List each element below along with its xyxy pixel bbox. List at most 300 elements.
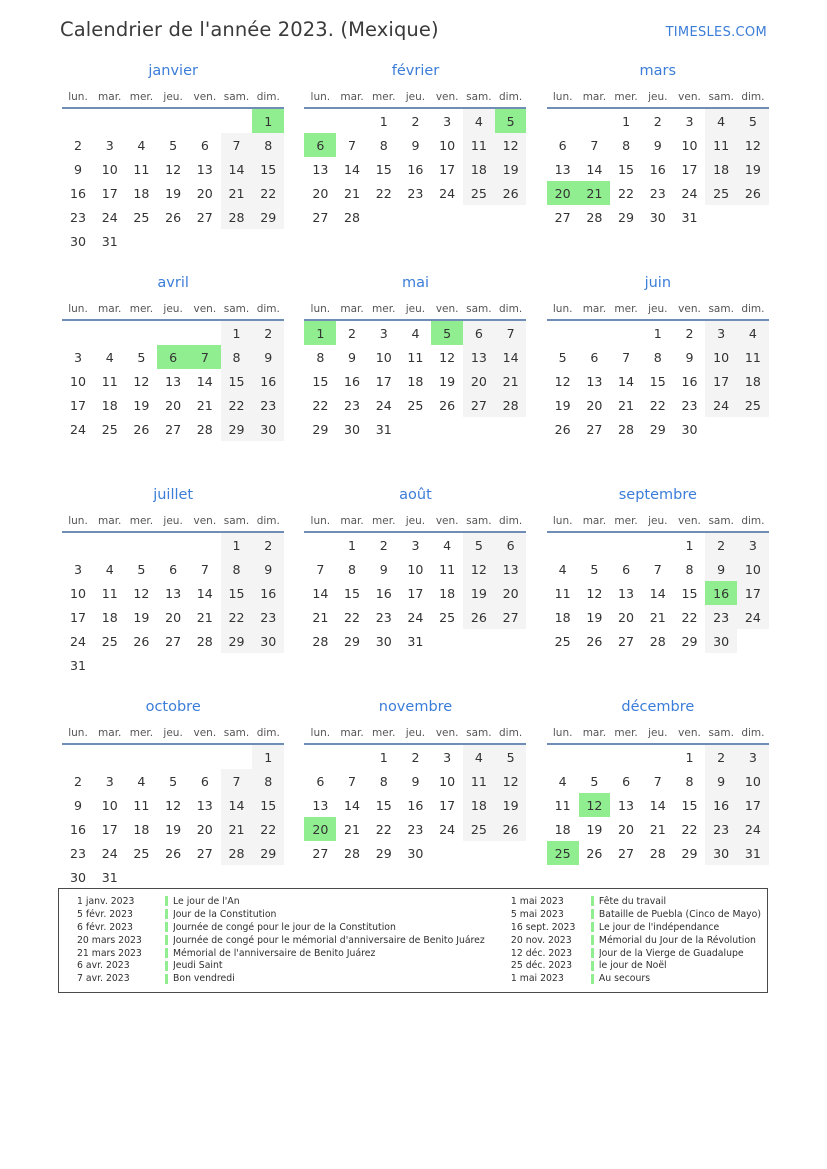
day-cell[interactable]: 1 xyxy=(685,749,694,765)
day-cell[interactable]: 21 xyxy=(344,821,361,837)
day-cell[interactable]: 18 xyxy=(554,821,571,837)
day-cell[interactable]: 21 xyxy=(312,609,329,625)
day-cell[interactable]: 5 xyxy=(590,561,599,577)
day-cell-holiday[interactable]: 12 xyxy=(579,793,611,817)
day-cell[interactable]: 31 xyxy=(681,209,698,225)
day-cell-weekend[interactable]: 15 xyxy=(221,581,253,605)
day-cell[interactable]: 19 xyxy=(133,397,150,413)
day-cell[interactable]: 20 xyxy=(586,397,603,413)
day-cell[interactable]: 12 xyxy=(133,373,150,389)
day-cell-weekend[interactable]: 12 xyxy=(737,133,769,157)
day-cell[interactable]: 10 xyxy=(407,561,424,577)
day-cell-weekend[interactable]: 22 xyxy=(252,817,284,841)
day-cell[interactable]: 3 xyxy=(411,537,420,553)
day-cell-weekend[interactable]: 29 xyxy=(252,205,284,229)
day-cell[interactable]: 4 xyxy=(105,561,114,577)
day-cell[interactable]: 19 xyxy=(586,821,603,837)
day-cell[interactable]: 5 xyxy=(558,349,567,365)
day-cell[interactable]: 2 xyxy=(74,773,83,789)
day-cell[interactable]: 24 xyxy=(439,821,456,837)
day-cell-weekend[interactable]: 8 xyxy=(221,557,253,581)
day-cell-weekend[interactable]: 2 xyxy=(252,320,284,345)
day-cell[interactable]: 5 xyxy=(137,561,146,577)
day-cell[interactable]: 10 xyxy=(69,585,87,601)
day-cell-weekend[interactable]: 16 xyxy=(252,581,284,605)
day-cell[interactable]: 3 xyxy=(379,325,388,341)
day-cell[interactable]: 25 xyxy=(407,397,424,413)
day-cell-weekend[interactable]: 17 xyxy=(705,369,737,393)
day-cell[interactable]: 15 xyxy=(312,373,329,389)
day-cell[interactable]: 2 xyxy=(74,137,83,153)
day-cell-weekend[interactable]: 28 xyxy=(221,841,253,865)
day-cell[interactable]: 24 xyxy=(101,209,118,225)
day-cell[interactable]: 3 xyxy=(105,773,114,789)
day-cell-weekend[interactable]: 4 xyxy=(463,744,495,769)
day-cell[interactable]: 16 xyxy=(649,161,666,177)
day-cell[interactable]: 14 xyxy=(649,585,666,601)
day-cell[interactable]: 10 xyxy=(375,349,392,365)
day-cell-weekend[interactable]: 26 xyxy=(495,817,527,841)
day-cell[interactable]: 26 xyxy=(165,209,182,225)
day-cell[interactable]: 13 xyxy=(312,797,329,813)
day-cell-weekend[interactable]: 4 xyxy=(705,108,737,133)
day-cell-weekend[interactable]: 7 xyxy=(495,320,527,345)
day-cell-weekend[interactable]: 8 xyxy=(221,345,253,369)
day-cell[interactable]: 20 xyxy=(165,609,182,625)
day-cell[interactable]: 20 xyxy=(312,185,329,201)
day-cell[interactable]: 14 xyxy=(344,161,361,177)
day-cell-weekend[interactable]: 27 xyxy=(463,393,495,417)
day-cell[interactable]: 17 xyxy=(681,161,698,177)
day-cell-weekend[interactable]: 2 xyxy=(705,744,737,769)
day-cell[interactable]: 19 xyxy=(165,821,182,837)
day-cell-holiday[interactable]: 1 xyxy=(304,320,336,345)
day-cell-weekend[interactable]: 16 xyxy=(252,369,284,393)
day-cell[interactable]: 16 xyxy=(407,161,424,177)
day-cell-weekend[interactable]: 20 xyxy=(463,369,495,393)
day-cell[interactable]: 30 xyxy=(407,845,424,861)
day-cell[interactable]: 2 xyxy=(653,113,662,129)
day-cell-weekend[interactable]: 14 xyxy=(221,793,253,817)
day-cell[interactable]: 13 xyxy=(196,161,213,177)
day-cell-weekend[interactable]: 18 xyxy=(705,157,737,181)
day-cell[interactable]: 31 xyxy=(101,233,118,249)
day-cell[interactable]: 17 xyxy=(407,585,424,601)
day-cell[interactable]: 12 xyxy=(554,373,571,389)
day-cell-weekend[interactable]: 30 xyxy=(252,417,284,441)
day-cell[interactable]: 18 xyxy=(439,585,456,601)
day-cell[interactable]: 14 xyxy=(586,161,603,177)
day-cell-weekend[interactable]: 11 xyxy=(737,345,769,369)
day-cell[interactable]: 30 xyxy=(344,421,361,437)
day-cell[interactable]: 21 xyxy=(649,609,666,625)
day-cell-weekend[interactable]: 4 xyxy=(737,320,769,345)
day-cell-holiday[interactable]: 5 xyxy=(495,108,527,133)
day-cell[interactable]: 12 xyxy=(165,797,182,813)
day-cell-holiday[interactable]: 6 xyxy=(157,345,189,369)
day-cell[interactable]: 22 xyxy=(375,821,392,837)
day-cell-weekend[interactable]: 15 xyxy=(221,369,253,393)
day-cell[interactable]: 1 xyxy=(622,113,631,129)
day-cell-weekend[interactable]: 13 xyxy=(463,345,495,369)
day-cell[interactable]: 21 xyxy=(649,821,666,837)
day-cell[interactable]: 27 xyxy=(554,209,571,225)
day-cell[interactable]: 29 xyxy=(344,633,361,649)
day-cell[interactable]: 30 xyxy=(69,869,87,885)
day-cell[interactable]: 8 xyxy=(622,137,631,153)
day-cell[interactable]: 14 xyxy=(196,585,213,601)
day-cell-weekend[interactable]: 31 xyxy=(737,841,769,865)
day-cell[interactable]: 3 xyxy=(443,113,452,129)
day-cell[interactable]: 8 xyxy=(379,773,388,789)
day-cell[interactable]: 4 xyxy=(443,537,452,553)
day-cell-weekend[interactable]: 1 xyxy=(252,744,284,769)
day-cell[interactable]: 21 xyxy=(196,397,213,413)
day-cell[interactable]: 6 xyxy=(200,773,209,789)
day-cell[interactable]: 29 xyxy=(375,845,392,861)
day-cell-weekend[interactable]: 10 xyxy=(737,769,769,793)
day-cell[interactable]: 6 xyxy=(622,561,631,577)
day-cell[interactable]: 26 xyxy=(586,845,603,861)
day-cell[interactable]: 30 xyxy=(649,209,666,225)
day-cell-weekend[interactable]: 27 xyxy=(495,605,527,629)
day-cell[interactable]: 30 xyxy=(375,633,392,649)
day-cell[interactable]: 15 xyxy=(681,797,698,813)
day-cell[interactable]: 3 xyxy=(105,137,114,153)
day-cell-weekend[interactable]: 21 xyxy=(495,369,527,393)
day-cell-weekend[interactable]: 22 xyxy=(252,181,284,205)
day-cell-weekend[interactable]: 17 xyxy=(737,581,769,605)
day-cell[interactable]: 3 xyxy=(685,113,694,129)
day-cell[interactable]: 12 xyxy=(586,585,603,601)
day-cell[interactable]: 4 xyxy=(137,773,146,789)
day-cell[interactable]: 2 xyxy=(411,113,420,129)
day-cell-weekend[interactable]: 9 xyxy=(705,557,737,581)
day-cell[interactable]: 26 xyxy=(133,633,150,649)
day-cell[interactable]: 24 xyxy=(69,633,87,649)
day-cell[interactable]: 10 xyxy=(439,773,456,789)
day-cell-holiday[interactable]: 20 xyxy=(547,181,579,205)
day-cell[interactable]: 11 xyxy=(554,585,571,601)
day-cell-weekend[interactable]: 13 xyxy=(495,557,527,581)
day-cell[interactable]: 29 xyxy=(681,845,698,861)
brand-link[interactable]: TIMESLES.COM xyxy=(665,25,767,40)
day-cell[interactable]: 23 xyxy=(407,821,424,837)
day-cell[interactable]: 27 xyxy=(165,421,182,437)
day-cell-weekend[interactable]: 6 xyxy=(463,320,495,345)
day-cell[interactable]: 13 xyxy=(165,585,182,601)
day-cell-weekend[interactable]: 18 xyxy=(737,369,769,393)
day-cell[interactable]: 14 xyxy=(649,797,666,813)
day-cell-weekend[interactable]: 23 xyxy=(705,605,737,629)
day-cell-weekend[interactable]: 23 xyxy=(252,393,284,417)
day-cell[interactable]: 13 xyxy=(586,373,603,389)
day-cell-weekend[interactable]: 29 xyxy=(252,841,284,865)
day-cell[interactable]: 7 xyxy=(348,773,357,789)
day-cell[interactable]: 2 xyxy=(685,325,694,341)
day-cell[interactable]: 8 xyxy=(685,561,694,577)
day-cell[interactable]: 4 xyxy=(411,325,420,341)
day-cell[interactable]: 28 xyxy=(196,421,213,437)
day-cell[interactable]: 19 xyxy=(586,609,603,625)
day-cell[interactable]: 11 xyxy=(101,373,118,389)
day-cell[interactable]: 11 xyxy=(407,349,424,365)
day-cell-weekend[interactable]: 1 xyxy=(221,532,253,557)
day-cell-weekend[interactable]: 17 xyxy=(737,793,769,817)
day-cell[interactable]: 9 xyxy=(653,137,662,153)
day-cell-weekend[interactable]: 10 xyxy=(737,557,769,581)
day-cell[interactable]: 18 xyxy=(101,397,118,413)
day-cell[interactable]: 18 xyxy=(133,821,150,837)
day-cell[interactable]: 18 xyxy=(133,185,150,201)
day-cell[interactable]: 1 xyxy=(653,325,662,341)
day-cell[interactable]: 21 xyxy=(344,185,361,201)
day-cell-weekend[interactable]: 26 xyxy=(463,605,495,629)
day-cell[interactable]: 15 xyxy=(375,797,392,813)
day-cell[interactable]: 9 xyxy=(74,797,83,813)
day-cell-weekend[interactable]: 5 xyxy=(463,532,495,557)
day-cell[interactable]: 25 xyxy=(133,209,150,225)
day-cell[interactable]: 9 xyxy=(411,137,420,153)
day-cell[interactable]: 7 xyxy=(590,137,599,153)
day-cell[interactable]: 12 xyxy=(439,349,456,365)
day-cell[interactable]: 1 xyxy=(685,537,694,553)
day-cell[interactable]: 2 xyxy=(348,325,357,341)
day-cell[interactable]: 19 xyxy=(554,397,571,413)
day-cell-weekend[interactable]: 25 xyxy=(705,181,737,205)
day-cell[interactable]: 7 xyxy=(653,773,662,789)
day-cell-weekend[interactable]: 10 xyxy=(705,345,737,369)
day-cell[interactable]: 25 xyxy=(101,633,118,649)
day-cell[interactable]: 28 xyxy=(649,845,666,861)
day-cell[interactable]: 27 xyxy=(196,845,213,861)
day-cell-weekend[interactable]: 25 xyxy=(737,393,769,417)
day-cell[interactable]: 26 xyxy=(586,633,603,649)
day-cell[interactable]: 11 xyxy=(133,797,150,813)
day-cell[interactable]: 10 xyxy=(101,797,118,813)
day-cell[interactable]: 17 xyxy=(439,797,456,813)
day-cell-weekend[interactable]: 6 xyxy=(495,532,527,557)
day-cell[interactable]: 2 xyxy=(379,537,388,553)
day-cell[interactable]: 9 xyxy=(685,349,694,365)
day-cell[interactable]: 14 xyxy=(196,373,213,389)
day-cell[interactable]: 14 xyxy=(618,373,635,389)
day-cell[interactable]: 27 xyxy=(618,845,635,861)
day-cell[interactable]: 2 xyxy=(411,749,420,765)
day-cell[interactable]: 18 xyxy=(554,609,571,625)
day-cell[interactable]: 5 xyxy=(137,349,146,365)
day-cell-weekend[interactable]: 12 xyxy=(495,769,527,793)
day-cell[interactable]: 28 xyxy=(618,421,635,437)
day-cell-weekend[interactable]: 21 xyxy=(221,181,253,205)
day-cell[interactable]: 17 xyxy=(439,161,456,177)
day-cell[interactable]: 19 xyxy=(165,185,182,201)
day-cell-weekend[interactable]: 3 xyxy=(737,532,769,557)
day-cell-weekend[interactable]: 30 xyxy=(252,629,284,653)
day-cell[interactable]: 16 xyxy=(407,797,424,813)
day-cell[interactable]: 8 xyxy=(685,773,694,789)
day-cell[interactable]: 23 xyxy=(69,845,87,861)
day-cell[interactable]: 15 xyxy=(375,161,392,177)
day-cell-weekend[interactable]: 14 xyxy=(221,157,253,181)
day-cell[interactable]: 21 xyxy=(618,397,635,413)
day-cell-weekend[interactable]: 18 xyxy=(463,793,495,817)
day-cell[interactable]: 14 xyxy=(312,585,329,601)
day-cell[interactable]: 5 xyxy=(169,773,178,789)
day-cell[interactable]: 28 xyxy=(196,633,213,649)
day-cell[interactable]: 27 xyxy=(165,633,182,649)
day-cell[interactable]: 4 xyxy=(558,561,567,577)
day-cell-holiday[interactable]: 21 xyxy=(579,181,611,205)
day-cell-weekend[interactable]: 23 xyxy=(705,817,737,841)
day-cell[interactable]: 7 xyxy=(200,561,209,577)
day-cell-weekend[interactable]: 28 xyxy=(221,205,253,229)
day-cell-weekend[interactable]: 20 xyxy=(495,581,527,605)
day-cell[interactable]: 13 xyxy=(618,797,635,813)
day-cell[interactable]: 7 xyxy=(316,561,325,577)
day-cell-weekend[interactable]: 22 xyxy=(221,393,253,417)
day-cell[interactable]: 24 xyxy=(681,185,698,201)
day-cell[interactable]: 28 xyxy=(344,209,361,225)
day-cell-weekend[interactable]: 8 xyxy=(252,769,284,793)
day-cell[interactable]: 31 xyxy=(407,633,424,649)
day-cell[interactable]: 16 xyxy=(69,185,87,201)
day-cell[interactable]: 15 xyxy=(344,585,361,601)
day-cell[interactable]: 26 xyxy=(133,421,150,437)
day-cell[interactable]: 13 xyxy=(196,797,213,813)
day-cell[interactable]: 17 xyxy=(101,185,118,201)
day-cell[interactable]: 6 xyxy=(169,561,178,577)
day-cell[interactable]: 27 xyxy=(586,421,603,437)
day-cell-weekend[interactable]: 19 xyxy=(463,581,495,605)
day-cell-holiday[interactable]: 7 xyxy=(189,345,221,369)
day-cell[interactable]: 23 xyxy=(649,185,666,201)
day-cell[interactable]: 12 xyxy=(165,161,182,177)
day-cell[interactable]: 23 xyxy=(344,397,361,413)
day-cell[interactable]: 27 xyxy=(312,845,329,861)
day-cell-weekend[interactable]: 21 xyxy=(221,817,253,841)
day-cell[interactable]: 19 xyxy=(439,373,456,389)
day-cell-weekend[interactable]: 5 xyxy=(495,744,527,769)
day-cell[interactable]: 29 xyxy=(312,421,329,437)
day-cell[interactable]: 31 xyxy=(375,421,392,437)
day-cell[interactable]: 22 xyxy=(312,397,329,413)
day-cell[interactable]: 22 xyxy=(618,185,635,201)
day-cell[interactable]: 29 xyxy=(618,209,635,225)
day-cell-weekend[interactable]: 2 xyxy=(252,532,284,557)
day-cell[interactable]: 4 xyxy=(105,349,114,365)
day-cell[interactable]: 3 xyxy=(74,561,83,577)
day-cell[interactable]: 6 xyxy=(558,137,567,153)
day-cell[interactable]: 9 xyxy=(411,773,420,789)
day-cell[interactable]: 15 xyxy=(618,161,635,177)
day-cell[interactable]: 8 xyxy=(316,349,325,365)
day-cell[interactable]: 3 xyxy=(443,749,452,765)
day-cell[interactable]: 9 xyxy=(379,561,388,577)
day-cell[interactable]: 28 xyxy=(649,633,666,649)
day-cell[interactable]: 23 xyxy=(681,397,698,413)
day-cell[interactable]: 20 xyxy=(165,397,182,413)
day-cell[interactable]: 12 xyxy=(133,585,150,601)
day-cell-weekend[interactable]: 11 xyxy=(705,133,737,157)
day-cell[interactable]: 30 xyxy=(681,421,698,437)
day-cell[interactable]: 16 xyxy=(681,373,698,389)
day-cell[interactable]: 28 xyxy=(586,209,603,225)
day-cell[interactable]: 11 xyxy=(554,797,571,813)
day-cell-holiday[interactable]: 1 xyxy=(252,108,284,133)
day-cell[interactable]: 18 xyxy=(407,373,424,389)
day-cell[interactable]: 5 xyxy=(169,137,178,153)
day-cell[interactable]: 25 xyxy=(439,609,456,625)
day-cell[interactable]: 24 xyxy=(439,185,456,201)
day-cell[interactable]: 5 xyxy=(590,773,599,789)
day-cell-weekend[interactable]: 9 xyxy=(252,557,284,581)
day-cell[interactable]: 25 xyxy=(101,421,118,437)
day-cell[interactable]: 29 xyxy=(649,421,666,437)
day-cell[interactable]: 29 xyxy=(681,633,698,649)
day-cell-weekend[interactable]: 5 xyxy=(737,108,769,133)
day-cell[interactable]: 16 xyxy=(344,373,361,389)
day-cell-weekend[interactable]: 28 xyxy=(495,393,527,417)
day-cell[interactable]: 26 xyxy=(165,845,182,861)
day-cell[interactable]: 13 xyxy=(618,585,635,601)
day-cell-weekend[interactable]: 19 xyxy=(737,157,769,181)
day-cell[interactable]: 7 xyxy=(348,137,357,153)
day-cell[interactable]: 10 xyxy=(681,137,698,153)
day-cell-weekend[interactable]: 15 xyxy=(252,157,284,181)
day-cell[interactable]: 1 xyxy=(348,537,357,553)
day-cell-weekend[interactable]: 9 xyxy=(252,345,284,369)
day-cell[interactable]: 4 xyxy=(137,137,146,153)
day-cell-weekend[interactable]: 25 xyxy=(463,181,495,205)
day-cell[interactable]: 22 xyxy=(681,609,698,625)
day-cell[interactable]: 15 xyxy=(649,373,666,389)
day-cell-weekend[interactable]: 22 xyxy=(221,605,253,629)
day-cell[interactable]: 26 xyxy=(439,397,456,413)
day-cell[interactable]: 25 xyxy=(554,633,571,649)
day-cell[interactable]: 17 xyxy=(101,821,118,837)
day-cell-weekend[interactable]: 24 xyxy=(705,393,737,417)
day-cell-weekend[interactable]: 11 xyxy=(463,133,495,157)
day-cell[interactable]: 3 xyxy=(74,349,83,365)
day-cell[interactable]: 27 xyxy=(618,633,635,649)
day-cell[interactable]: 13 xyxy=(554,161,571,177)
day-cell-holiday[interactable]: 20 xyxy=(304,817,336,841)
day-cell-holiday[interactable]: 5 xyxy=(431,320,463,345)
day-cell[interactable]: 26 xyxy=(554,421,571,437)
day-cell[interactable]: 11 xyxy=(101,585,118,601)
day-cell[interactable]: 23 xyxy=(407,185,424,201)
day-cell-weekend[interactable]: 4 xyxy=(463,108,495,133)
day-cell[interactable]: 6 xyxy=(590,349,599,365)
day-cell-weekend[interactable]: 9 xyxy=(705,769,737,793)
day-cell[interactable]: 6 xyxy=(200,137,209,153)
day-cell[interactable]: 6 xyxy=(316,773,325,789)
day-cell[interactable]: 24 xyxy=(375,397,392,413)
day-cell[interactable]: 8 xyxy=(653,349,662,365)
day-cell-weekend[interactable]: 2 xyxy=(705,532,737,557)
day-cell[interactable]: 22 xyxy=(649,397,666,413)
day-cell[interactable]: 10 xyxy=(439,137,456,153)
day-cell-weekend[interactable]: 29 xyxy=(221,417,253,441)
day-cell[interactable]: 8 xyxy=(379,137,388,153)
day-cell-weekend[interactable]: 19 xyxy=(495,157,527,181)
day-cell[interactable]: 22 xyxy=(344,609,361,625)
day-cell[interactable]: 22 xyxy=(681,821,698,837)
day-cell-holiday[interactable]: 6 xyxy=(304,133,336,157)
day-cell[interactable]: 17 xyxy=(69,397,87,413)
day-cell[interactable]: 23 xyxy=(375,609,392,625)
